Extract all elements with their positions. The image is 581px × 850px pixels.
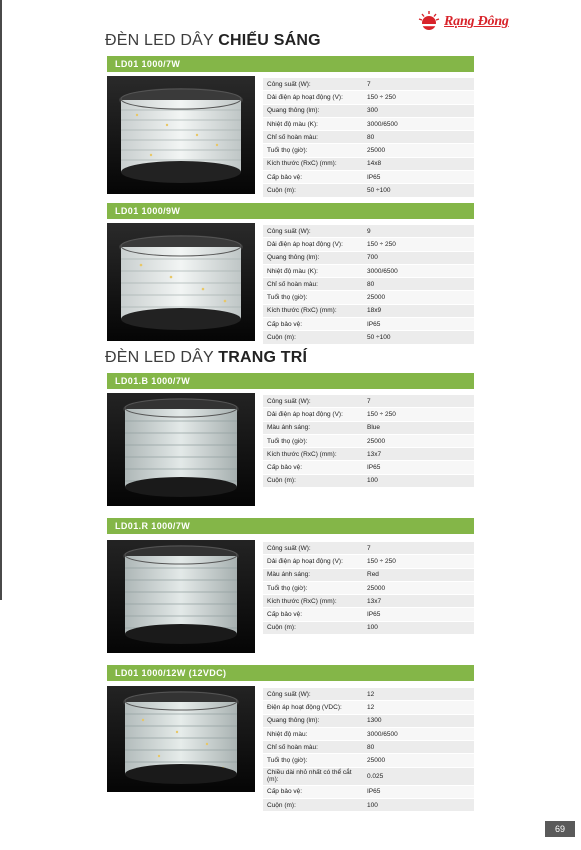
- spec-value: IP65: [363, 785, 474, 798]
- spec-row: [263, 184, 474, 197]
- spec-value: 12: [363, 688, 474, 701]
- spec-row: [263, 251, 474, 264]
- spec-value: 25000: [363, 434, 474, 447]
- spec-value: 150 ÷ 250: [363, 238, 474, 251]
- spec-label: Dải điện áp hoạt động (V):: [263, 555, 363, 568]
- spec-value: 300: [363, 104, 474, 117]
- spec-value: 7: [363, 542, 474, 555]
- spec-value: 50 ÷100: [363, 184, 474, 197]
- led-strip-reel-image: [107, 223, 255, 341]
- spec-value: 3000/6500: [363, 264, 474, 277]
- section-title-decorative: [105, 349, 307, 367]
- spec-label: Dải điện áp hoạt động (V):: [263, 408, 363, 421]
- spec-value: 13x7: [363, 448, 474, 461]
- spec-value: 3000/6500: [363, 727, 474, 740]
- spec-row: [263, 581, 474, 594]
- spec-label: Công suất (W):: [263, 542, 363, 555]
- spec-label: Nhiệt độ màu (K):: [263, 117, 363, 130]
- spec-table: [263, 225, 474, 345]
- spec-value: 14x8: [363, 157, 474, 170]
- spec-row: [263, 688, 474, 701]
- spec-label: Kích thước (RxC) (mm):: [263, 448, 363, 461]
- spec-value: Red: [363, 568, 474, 581]
- spec-row: [263, 225, 474, 238]
- spec-label: Tuổi thọ (giờ):: [263, 754, 363, 767]
- spec-value: 25000: [363, 291, 474, 304]
- spec-value: IP65: [363, 608, 474, 621]
- spec-row: [263, 741, 474, 754]
- spec-row: [263, 701, 474, 714]
- left-edge-rule: [0, 0, 2, 600]
- spec-row: [263, 238, 474, 251]
- spec-value: 100: [363, 474, 474, 487]
- page-number: 69: [545, 821, 575, 837]
- spec-value: 12: [363, 701, 474, 714]
- spec-value: 150 ÷ 250: [363, 408, 474, 421]
- spec-label: Nhiệt độ màu:: [263, 727, 363, 740]
- spec-label: Tuổi thọ (giờ):: [263, 581, 363, 594]
- spec-value: 50 ÷100: [363, 331, 474, 344]
- spec-label: Cuộn (m):: [263, 184, 363, 197]
- spec-row: [263, 542, 474, 555]
- spec-value: 80: [363, 131, 474, 144]
- spec-row: [263, 104, 474, 117]
- spec-value: 150 ÷ 250: [363, 91, 474, 104]
- spec-label: Cuộn (m):: [263, 474, 363, 487]
- spec-value: IP65: [363, 461, 474, 474]
- spec-row: [263, 264, 474, 277]
- spec-value: 7: [363, 78, 474, 91]
- spec-row: [263, 291, 474, 304]
- section-title-bold: CHIẾU SÁNG: [218, 32, 321, 49]
- spec-row: [263, 555, 474, 568]
- product-image: [107, 686, 255, 792]
- spec-row: [263, 408, 474, 421]
- spec-row: [263, 318, 474, 331]
- spec-label: Chỉ số hoàn màu:: [263, 741, 363, 754]
- spec-label: Cuộn (m):: [263, 799, 363, 812]
- spec-row: [263, 461, 474, 474]
- led-strip-reel-image: [107, 393, 255, 506]
- brand-name: Rạng Đông: [444, 14, 509, 29]
- spec-label: Công suất (W):: [263, 78, 363, 91]
- product-title-bar: LD01 1000/7W: [107, 56, 474, 72]
- section-title-bold: TRANG TRÍ: [218, 349, 308, 366]
- led-strip-reel-image: [107, 686, 255, 792]
- spec-label: Màu ánh sáng:: [263, 568, 363, 581]
- spec-row: [263, 595, 474, 608]
- spec-value: 25000: [363, 754, 474, 767]
- section-title-lighting: [105, 32, 321, 50]
- product-image: [107, 393, 255, 506]
- spec-label: Quang thông (lm):: [263, 714, 363, 727]
- spec-table: [263, 395, 474, 488]
- spec-row: [263, 799, 474, 812]
- spec-label: Chỉ số hoàn màu:: [263, 131, 363, 144]
- spec-row: [263, 157, 474, 170]
- spec-row: [263, 171, 474, 184]
- spec-row: [263, 785, 474, 798]
- spec-row: [263, 714, 474, 727]
- spec-label: Chỉ số hoàn màu:: [263, 278, 363, 291]
- product-image: [107, 76, 255, 194]
- spec-label: Tuổi thọ (giờ):: [263, 144, 363, 157]
- spec-label: Cấp bảo vệ:: [263, 785, 363, 798]
- spec-row: [263, 434, 474, 447]
- spec-table: [263, 542, 474, 635]
- product-title-bar: LD01.R 1000/7W: [107, 518, 474, 534]
- spec-label: Cấp bảo vệ:: [263, 608, 363, 621]
- spec-label: Công suất (W):: [263, 225, 363, 238]
- spec-label: Chiều dài nhỏ nhất có thể cắt (m):: [263, 767, 363, 785]
- spec-row: [263, 395, 474, 408]
- spec-value: 80: [363, 278, 474, 291]
- spec-value: 25000: [363, 144, 474, 157]
- spec-value: 3000/6500: [363, 117, 474, 130]
- spec-row: [263, 568, 474, 581]
- product-title-bar: LD01 1000/12W (12VDC): [107, 665, 474, 681]
- section-title-prefix: ĐÈN LED DÂY: [105, 349, 219, 366]
- spec-label: Cấp bảo vệ:: [263, 461, 363, 474]
- spec-value: IP65: [363, 171, 474, 184]
- spec-label: Kích thước (RxC) (mm):: [263, 304, 363, 317]
- spec-label: Điện áp hoạt động (VDC):: [263, 701, 363, 714]
- spec-value: 18x9: [363, 304, 474, 317]
- spec-row: [263, 144, 474, 157]
- spec-value: 100: [363, 621, 474, 634]
- spec-table: [263, 688, 474, 812]
- spec-value: 100: [363, 799, 474, 812]
- product-image: [107, 223, 255, 341]
- brand-logo: [418, 10, 528, 36]
- product-title-bar: LD01 1000/9W: [107, 203, 474, 219]
- spec-row: [263, 767, 474, 785]
- spec-row: [263, 448, 474, 461]
- spec-row: [263, 91, 474, 104]
- spec-value: 0.025: [363, 767, 474, 785]
- spec-label: Cấp bảo vệ:: [263, 318, 363, 331]
- spec-row: [263, 421, 474, 434]
- spec-value: 25000: [363, 581, 474, 594]
- spec-label: Quang thông (lm):: [263, 251, 363, 264]
- spec-value: Blue: [363, 421, 474, 434]
- spec-row: [263, 278, 474, 291]
- spec-label: Nhiệt độ màu (K):: [263, 264, 363, 277]
- section-title-prefix: ĐÈN LED DÂY: [105, 32, 219, 49]
- spec-label: Dải điện áp hoạt động (V):: [263, 91, 363, 104]
- spec-label: Kích thước (RxC) (mm):: [263, 157, 363, 170]
- spec-label: Cuộn (m):: [263, 621, 363, 634]
- spec-label: Quang thông (lm):: [263, 104, 363, 117]
- spec-row: [263, 117, 474, 130]
- spec-row: [263, 131, 474, 144]
- spec-row: [263, 304, 474, 317]
- spec-value: 9: [363, 225, 474, 238]
- led-strip-reel-image: [107, 76, 255, 194]
- spec-value: 80: [363, 741, 474, 754]
- product-title-bar: LD01.B 1000/7W: [107, 373, 474, 389]
- spec-label: Dải điện áp hoạt động (V):: [263, 238, 363, 251]
- spec-label: Kích thước (RxC) (mm):: [263, 595, 363, 608]
- led-strip-reel-image: [107, 540, 255, 653]
- spec-row: [263, 78, 474, 91]
- spec-row: [263, 621, 474, 634]
- spec-label: Công suất (W):: [263, 688, 363, 701]
- spec-value: 13x7: [363, 595, 474, 608]
- spec-value: 7: [363, 395, 474, 408]
- spec-row: [263, 608, 474, 621]
- spec-label: Cuộn (m):: [263, 331, 363, 344]
- spec-label: Tuổi thọ (giờ):: [263, 434, 363, 447]
- spec-row: [263, 727, 474, 740]
- spec-value: 700: [363, 251, 474, 264]
- sun-logo-icon: [418, 10, 440, 32]
- spec-row: [263, 331, 474, 344]
- spec-row: [263, 754, 474, 767]
- spec-label: Cấp bảo vệ:: [263, 171, 363, 184]
- spec-value: 1300: [363, 714, 474, 727]
- spec-label: Tuổi thọ (giờ):: [263, 291, 363, 304]
- spec-table: [263, 78, 474, 198]
- spec-value: 150 ÷ 250: [363, 555, 474, 568]
- spec-value: IP65: [363, 318, 474, 331]
- product-image: [107, 540, 255, 653]
- spec-row: [263, 474, 474, 487]
- spec-label: Màu ánh sáng:: [263, 421, 363, 434]
- spec-label: Công suất (W):: [263, 395, 363, 408]
